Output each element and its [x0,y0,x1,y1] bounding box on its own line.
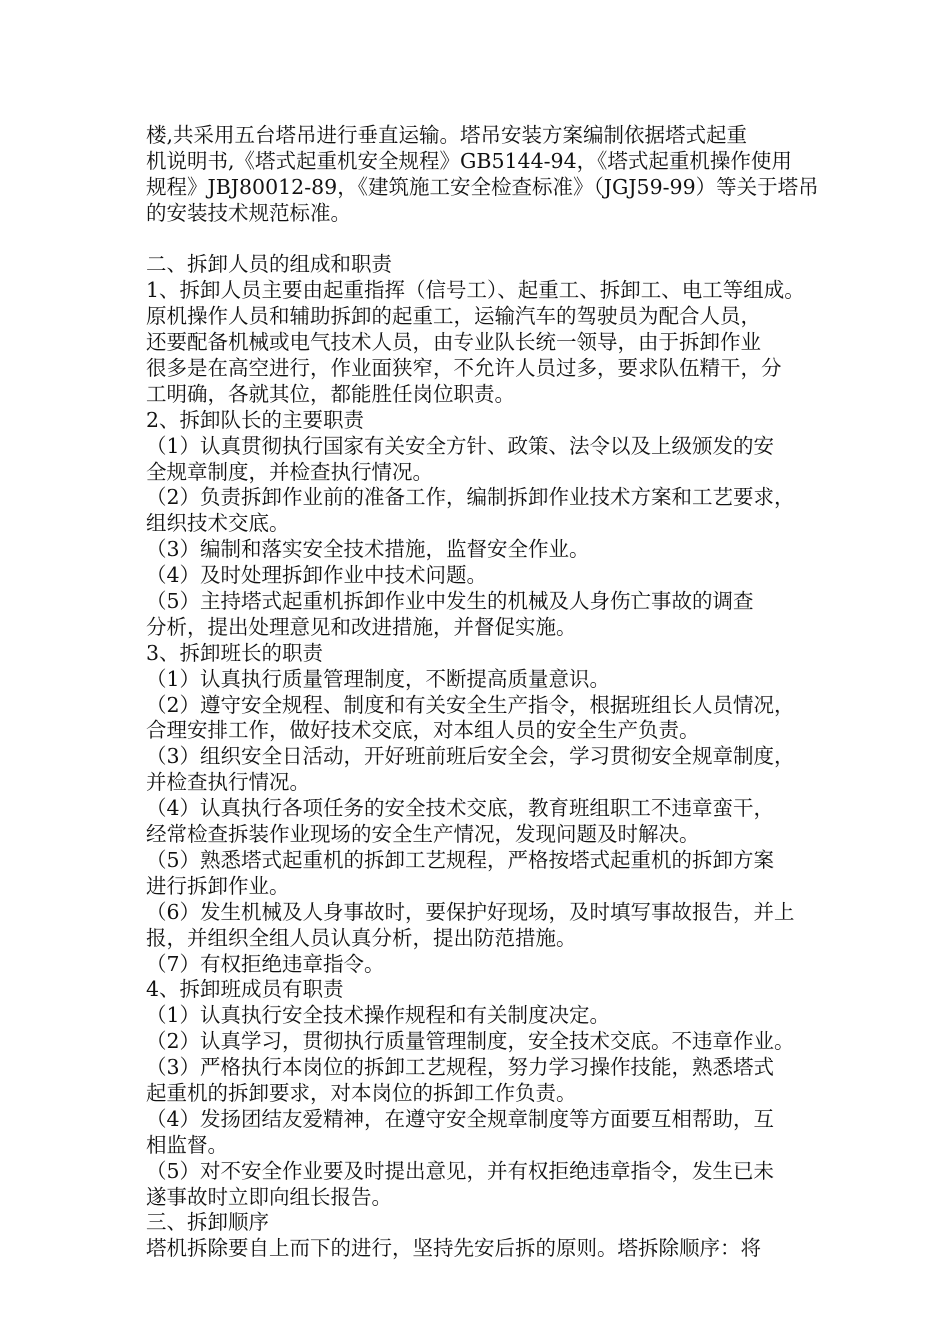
text-line: 分析，提出处理意见和改进措施，并督促实施。 [146,614,577,639]
text-line: 楼,共采用五台塔吊进行垂直运输。塔吊安装方案编制依据塔式起重 [146,123,748,147]
subsection-heading: 4、拆卸班成员有职责 [146,977,344,1002]
text-line: 相监督。 [146,1132,228,1157]
text-line: 很多是在高空进行，作业面狭窄，不允许人员过多，要求队伍精干，分 [146,356,782,381]
text-line: 进行拆卸作业。 [146,873,290,898]
text-line: 塔机拆除要自上而下的进行，坚持先安后拆的原则。塔拆除顺序：将 [146,1236,761,1261]
text-line: （5）主持塔式起重机拆卸作业中发生的机械及人身伤亡事故的调查 [146,589,754,614]
text-line: 合理安排工作，做好技术交底，对本组人员的安全生产负责。 [146,718,700,743]
text-line: （3）编制和落实安全技术措施，监督安全作业。 [146,537,590,562]
text-line: （5）熟悉塔式起重机的拆卸工艺规程，严格按塔式起重机的拆卸方案 [146,847,775,872]
text-line: （7）有权拒绝违章指令。 [146,951,385,976]
text-line: 原机操作人员和辅助拆卸的起重工，运输汽车的驾驶员为配合人员， [146,304,761,329]
text-line: 并检查执行情况。 [146,770,310,795]
section-heading: 三、拆卸顺序 [146,1210,269,1235]
text-line: （5）对不安全作业要及时提出意见，并有权拒绝违章指令，发生已未 [146,1158,775,1183]
subsection-heading: 3、拆卸班长的职责 [146,640,324,665]
section-heading: 二、拆卸人员的组成和职责 [146,252,392,277]
text-line: 遂事故时立即向组长报告。 [146,1184,392,1209]
text-line: 起重机的拆卸要求，对本岗位的拆卸工作负责。 [146,1080,577,1105]
text-line: （4）发扬团结友爱精神，在遵守安全规章制度等方面要互相帮助，互 [146,1106,775,1131]
text-line: （3）组织安全日活动，开好班前班后安全会，学习贯彻安全规章制度， [146,744,795,769]
text-line: （1）认真执行安全技术操作规程和有关制度决定。 [146,1003,611,1028]
text-line: 报，并组织全组人员认真分析，提出防范措施。 [146,925,577,950]
text-line: 还要配备机械或电气技术人员，由专业队长统一领导，由于拆卸作业 [146,330,761,355]
text-line: （4）及时处理拆卸作业中技术问题。 [146,563,488,588]
subsection-heading: 2、拆卸队长的主要职责 [146,407,365,432]
text-line: 1、拆卸人员主要由起重指挥（信号工）、起重工、拆卸工、电工等组成。 [146,278,805,303]
text-line: 机说明书,《塔式起重机安全规程》GB5144-94，《塔式起重机操作使用 [146,148,792,173]
text-line: （2）负责拆卸作业前的准备工作，编制拆卸作业技术方案和工艺要求， [146,485,795,510]
text-line: （3）严格执行本岗位的拆卸工艺规程，努力学习操作技能，熟悉塔式 [146,1055,775,1080]
text-line: 组织技术交底。 [146,511,290,536]
text-line: （6）发生机械及人身事故时，要保护好现场，及时填写事故报告，并上 [146,899,795,924]
text-line: （1）认真执行质量管理制度，不断提高质量意识。 [146,666,611,691]
text-line: （1）认真贯彻执行国家有关安全方针、政策、法令以及上级颁发的安 [146,433,775,458]
text-line: 工明确，各就其位，都能胜任岗位职责。 [146,381,515,406]
text-line: （2）认真学习，贯彻执行质量管理制度，安全技术交底。不违章作业。 [146,1029,795,1054]
text-line: （2）遵守安全规程、制度和有关安全生产指令，根据班组长人员情况， [146,692,795,717]
text-line: （4）认真执行各项任务的安全技术交底，教育班组职工不违章蛮干， [146,796,775,821]
text-line: 规程》JBJ80012-89，《建筑施工安全检查标准》（JGJ59-99）等关于塔吊 [146,174,819,199]
blank-line [146,227,810,253]
text-line: 的安装技术规范标准。 [146,200,351,225]
text-line: 经常检查拆装作业现场的安全生产情况，发现问题及时解决。 [146,822,700,847]
document-body [146,123,819,1262]
text-line: 全规章制度，并检查执行情况。 [146,459,433,484]
